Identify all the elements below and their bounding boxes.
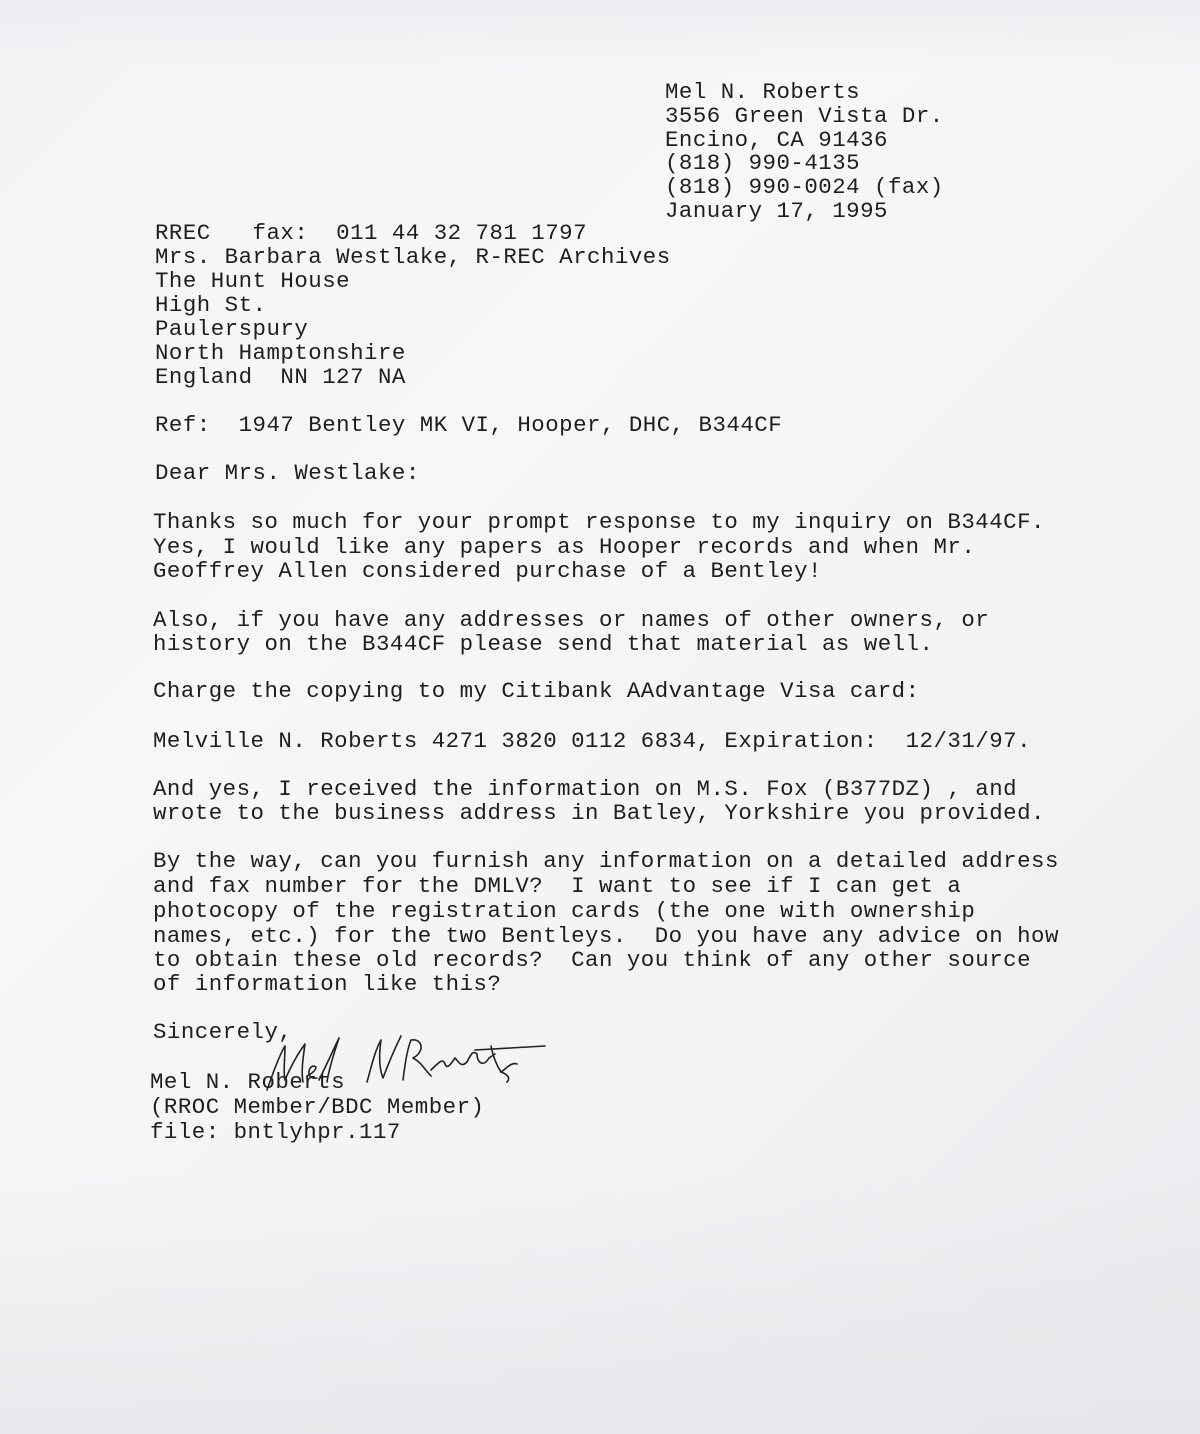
top-shadow: [0, 0, 1200, 70]
paragraph-line: Charge the copying to my Citibank AAdvantage Visa card:: [153, 678, 920, 704]
paragraph-line: names, etc.) for the two Bentleys. Do you have any advice on how: [153, 923, 1059, 949]
sender-city: Encino, CA 91436: [665, 127, 888, 153]
paragraph-line: Also, if you have any addresses or names of other owners, or: [153, 607, 990, 633]
file-reference: file: bntlyhpr.117: [150, 1119, 401, 1145]
paragraph-line: wrote to the business address in Batley, Yorkshire you provided.: [153, 800, 1045, 826]
recipient-street: High St.: [155, 292, 267, 318]
paragraph-line: Thanks so much for your prompt response to my inquiry on B344CF.: [153, 509, 1045, 535]
paragraph-line: Geoffrey Allen considered purchase of a Bentley!: [153, 558, 822, 584]
signature-typed-name: Mel N. Roberts: [150, 1069, 346, 1095]
valediction: Sincerely,: [153, 1019, 293, 1045]
paragraph-line: By the way, can you furnish any information on a detailed address: [153, 848, 1059, 874]
recipient-village: Paulerspury: [155, 316, 309, 342]
recipient-name: Mrs. Barbara Westlake, R-REC Archives: [155, 244, 671, 270]
paragraph-line: Yes, I would like any papers as Hooper records and when Mr.: [153, 534, 976, 560]
reference-line: Ref: 1947 Bentley MK VI, Hooper, DHC, B344CF: [155, 412, 783, 438]
letter-date: January 17, 1995: [665, 198, 888, 224]
sender-phone: (818) 990-4135: [665, 150, 861, 176]
recipient-country: England NN 127 NA: [155, 364, 406, 390]
paragraph-line: and fax number for the DMLV? I want to see if I can get a: [153, 873, 962, 899]
recipient-county: North Hamptonshire: [155, 340, 406, 366]
membership-line: (RROC Member/BDC Member): [150, 1094, 485, 1120]
handwritten-signature: [255, 1028, 555, 1098]
paragraph-line: to obtain these old records? Can you think of any other source: [153, 947, 1032, 973]
paragraph-line: photocopy of the registration cards (the one with ownership: [153, 898, 976, 924]
paragraph-line: history on the B344CF please send that material as well.: [153, 631, 934, 657]
recipient-house: The Hunt House: [155, 268, 351, 294]
sender-fax: (818) 990-0024 (fax): [665, 174, 944, 200]
paragraph-line: of information like this?: [153, 971, 502, 997]
bottom-shadow: [0, 1174, 1200, 1434]
sender-street: 3556 Green Vista Dr.: [665, 103, 944, 129]
card-details-line: Melville N. Roberts 4271 3820 0112 6834, Expiration: 12/31/97.: [153, 728, 1032, 754]
recipient-fax-line: RREC fax: 011 44 32 781 1797: [155, 220, 588, 246]
paragraph-line: And yes, I received the information on M.S. Fox (B377DZ) , and: [153, 776, 1018, 802]
salutation: Dear Mrs. Westlake:: [155, 460, 420, 486]
sender-name: Mel N. Roberts: [665, 79, 861, 105]
